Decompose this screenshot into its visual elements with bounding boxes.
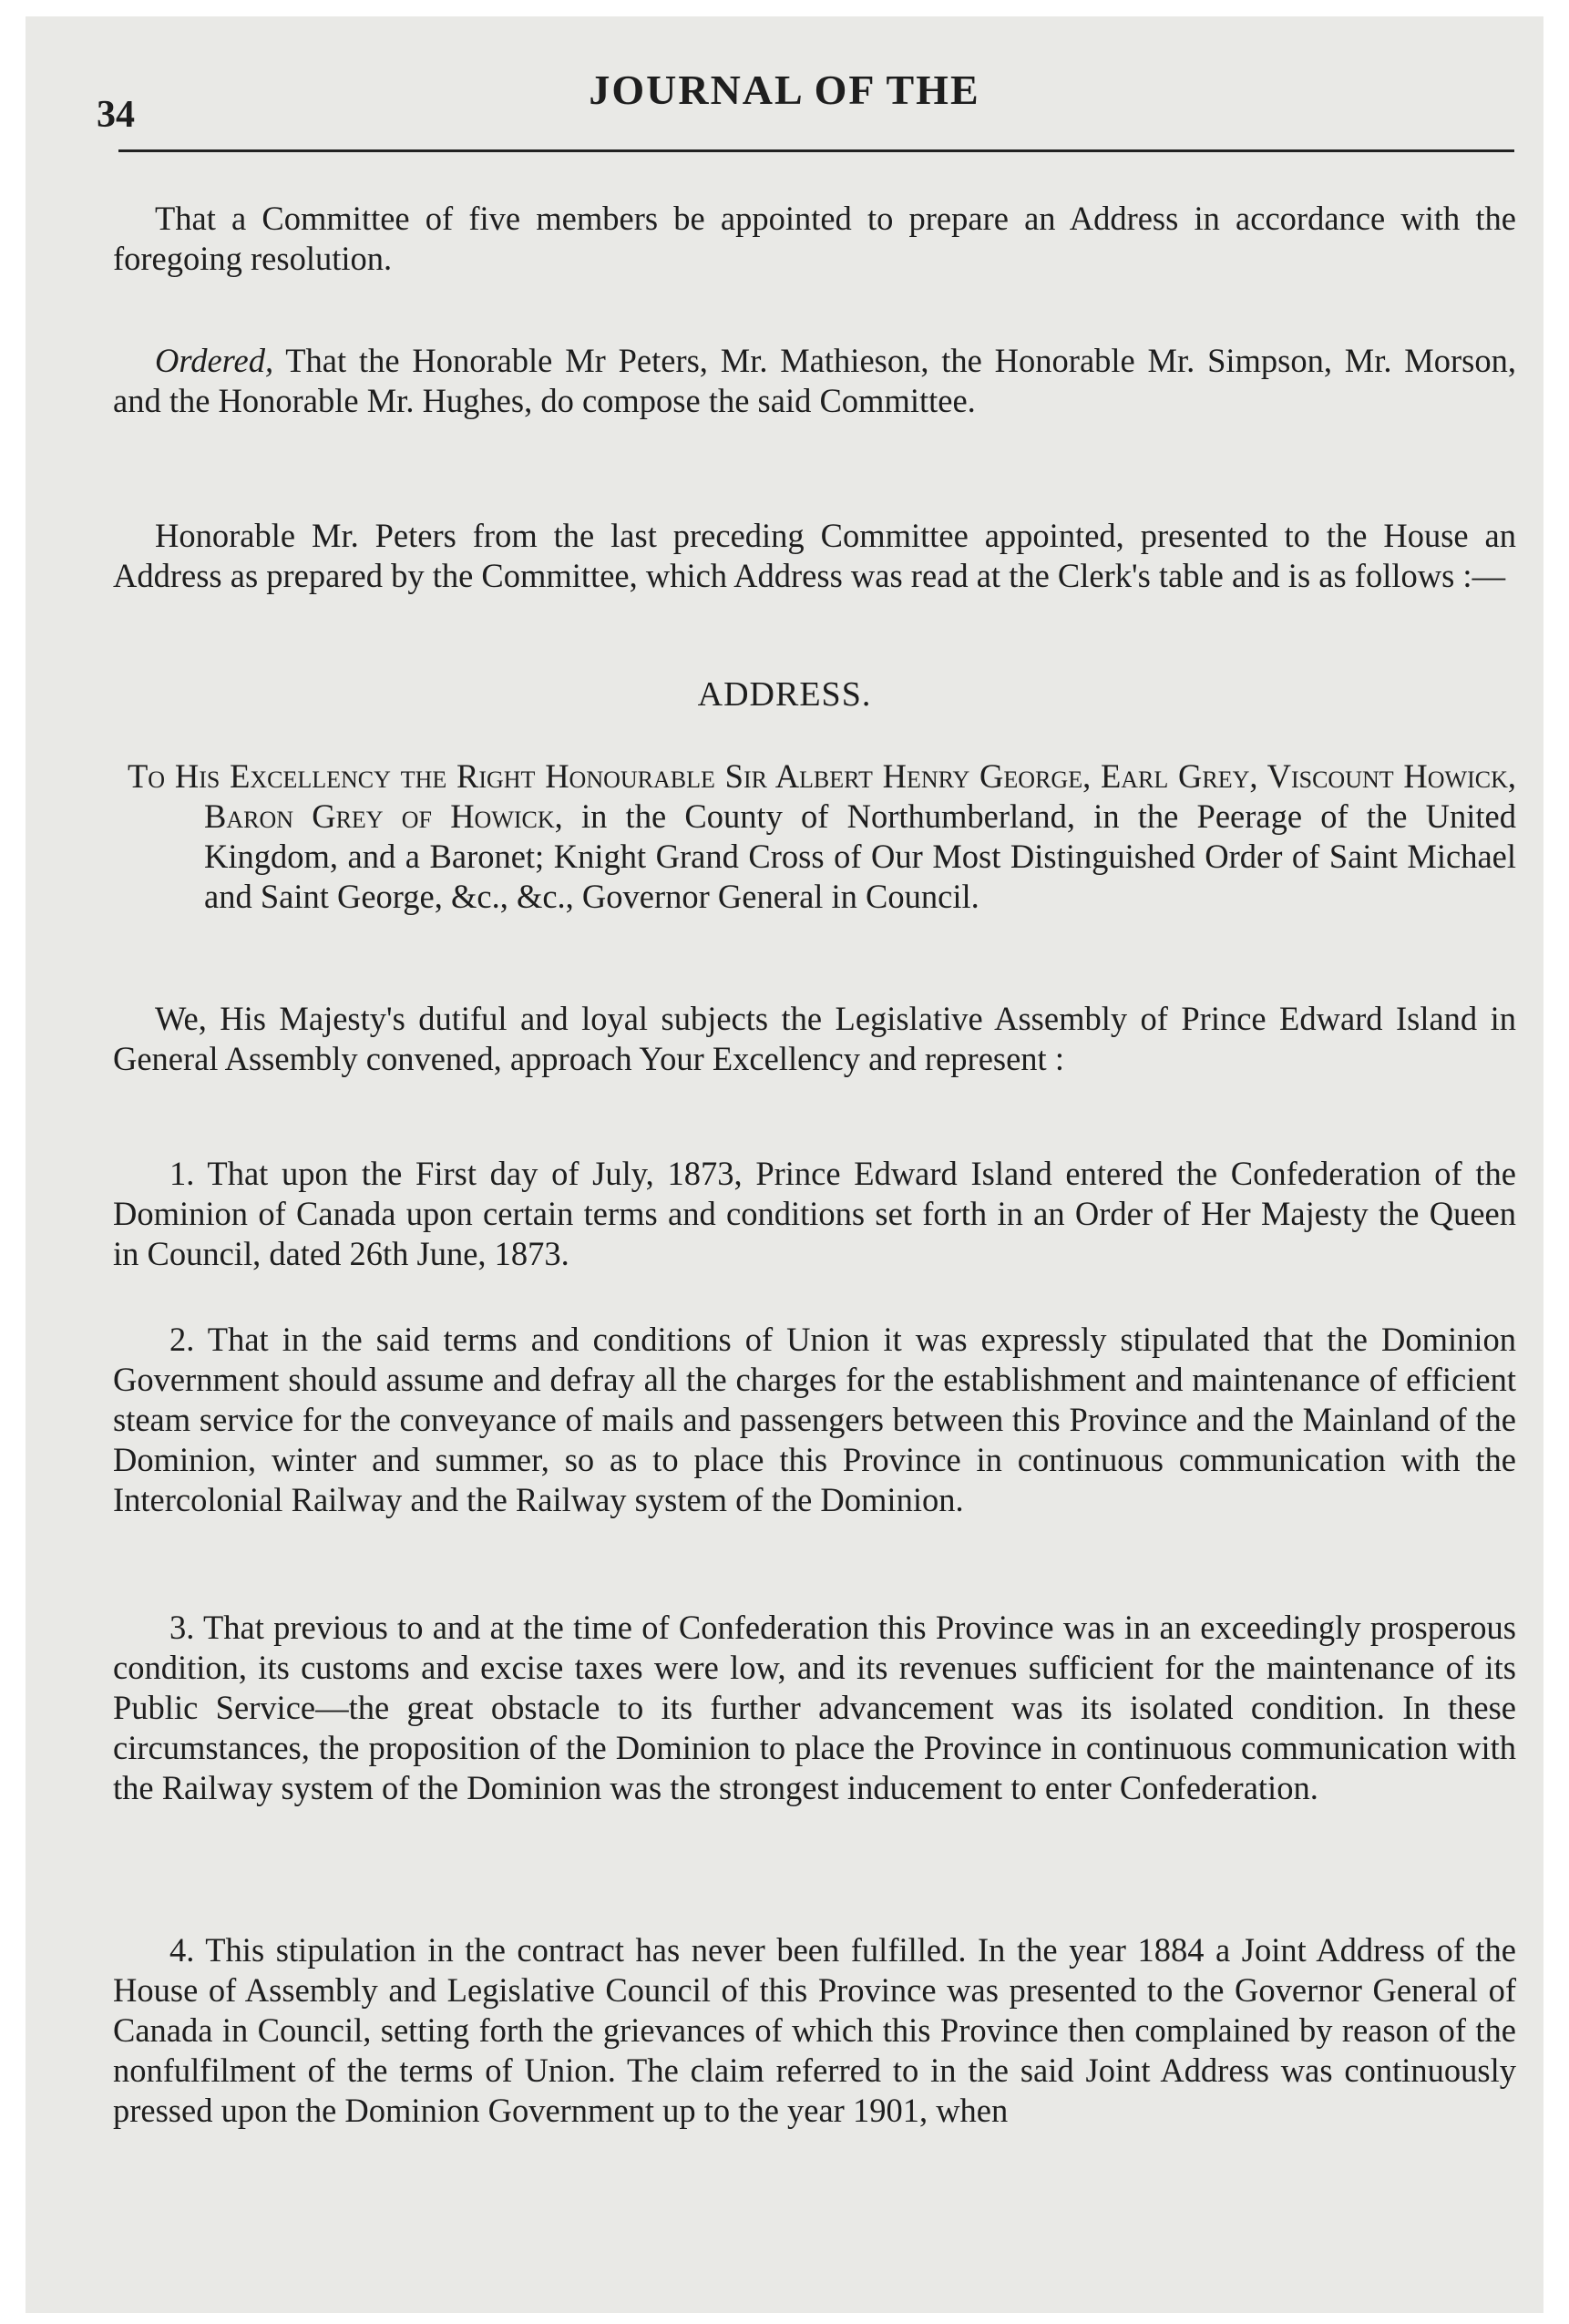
- resolution-paragraph: That a Committee of five members be appointed to prepare an Address in accordance with the foregoing resolution.: [113, 200, 1516, 277]
- item-4-paragraph: 4. This stipulation in the contract has never been fulfilled. In the year 1884 a Joint Address of the House of Assembly and Legislative Council of this Province was presented to the Governor General of Canada in Council, setting forth the grievances of which this Province then complained by reason of the nonfulfilment of the terms of Union. The claim referred to in the said Joint Address was continuously pressed upon the Dominion Government up to the year 1901, when: [113, 1931, 1516, 2129]
- ordered-label: Ordered,: [155, 342, 274, 379]
- item-1-paragraph: 1. That upon the First day of July, 1873, Prince Edward Island entered the Confederation of the Dominion of Canada upon certain terms and conditions set forth in an Order of Her Majesty the Queen in Council, dated 26th June, 1873.: [113, 1155, 1516, 1272]
- salutation-text: in the County of Northumberland, in the Peerage of the United Kingdom, and a Baronet; Knight Grand Cross of Our Most Distinguished Order of Saint Michael and Saint George, &c., &c., Governor General in Council.: [204, 797, 1516, 915]
- presentation-paragraph: Honorable Mr. Peters from the last preceding Committee appointed, presented to the House an Address as prepared by the Committee, which Address was read at the Clerk's table and is as follows :—: [113, 517, 1516, 594]
- preamble-paragraph: We, His Majesty's dutiful and loyal subjects the Legislative Assembly of Prince Edward Island in General Assembly convened, approach Your Excellency and represent :: [113, 1000, 1516, 1077]
- item-2-paragraph: 2. That in the said terms and conditions of Union it was expressly stipulated that the Dominion Government should assume and defray all the charges for the establishment and maintenance of efficient steam service for the conveyance of mails and passengers between this Province and the Mainland of the Dominion, winter and summer, so as to place this Province in continuous communication with the Intercolonial Railway and the Railway system of the Dominion.: [113, 1321, 1516, 1518]
- page-number: 34: [97, 94, 135, 136]
- salutation-paragraph: [128, 756, 1516, 917]
- item-3-paragraph: 3. That previous to and at the time of Confederation this Province was in an exceedingly prosperous condition, its customs and excise taxes were low, and its revenues sufficient for the maintenance of its Public Service—the great obstacle to its further advancement was its isolated condition. In these circumstances, the proposition of the Dominion to place the Province in continuous communication with the Railway system of the Dominion was the strongest inducement to enter Confederation.: [113, 1609, 1516, 1806]
- ordered-text: That the Honorable Mr Peters, Mr. Mathieson, the Honorable Mr. Simpson, Mr. Morson, and the Honorable Mr. Hughes, do compose the said Committee.: [113, 342, 1516, 419]
- header-rule: [118, 149, 1514, 152]
- ordered-paragraph: [113, 341, 1516, 421]
- journal-page: [26, 16, 1543, 2313]
- running-title: JOURNAL OF THE: [589, 67, 980, 113]
- salutation-titles: To His Excellency the Right Honourable Sir Albert Henry George, Earl Grey, Viscount Howick, Baron Grey of Howick,: [128, 757, 1516, 835]
- address-heading: ADDRESS.: [697, 675, 872, 714]
